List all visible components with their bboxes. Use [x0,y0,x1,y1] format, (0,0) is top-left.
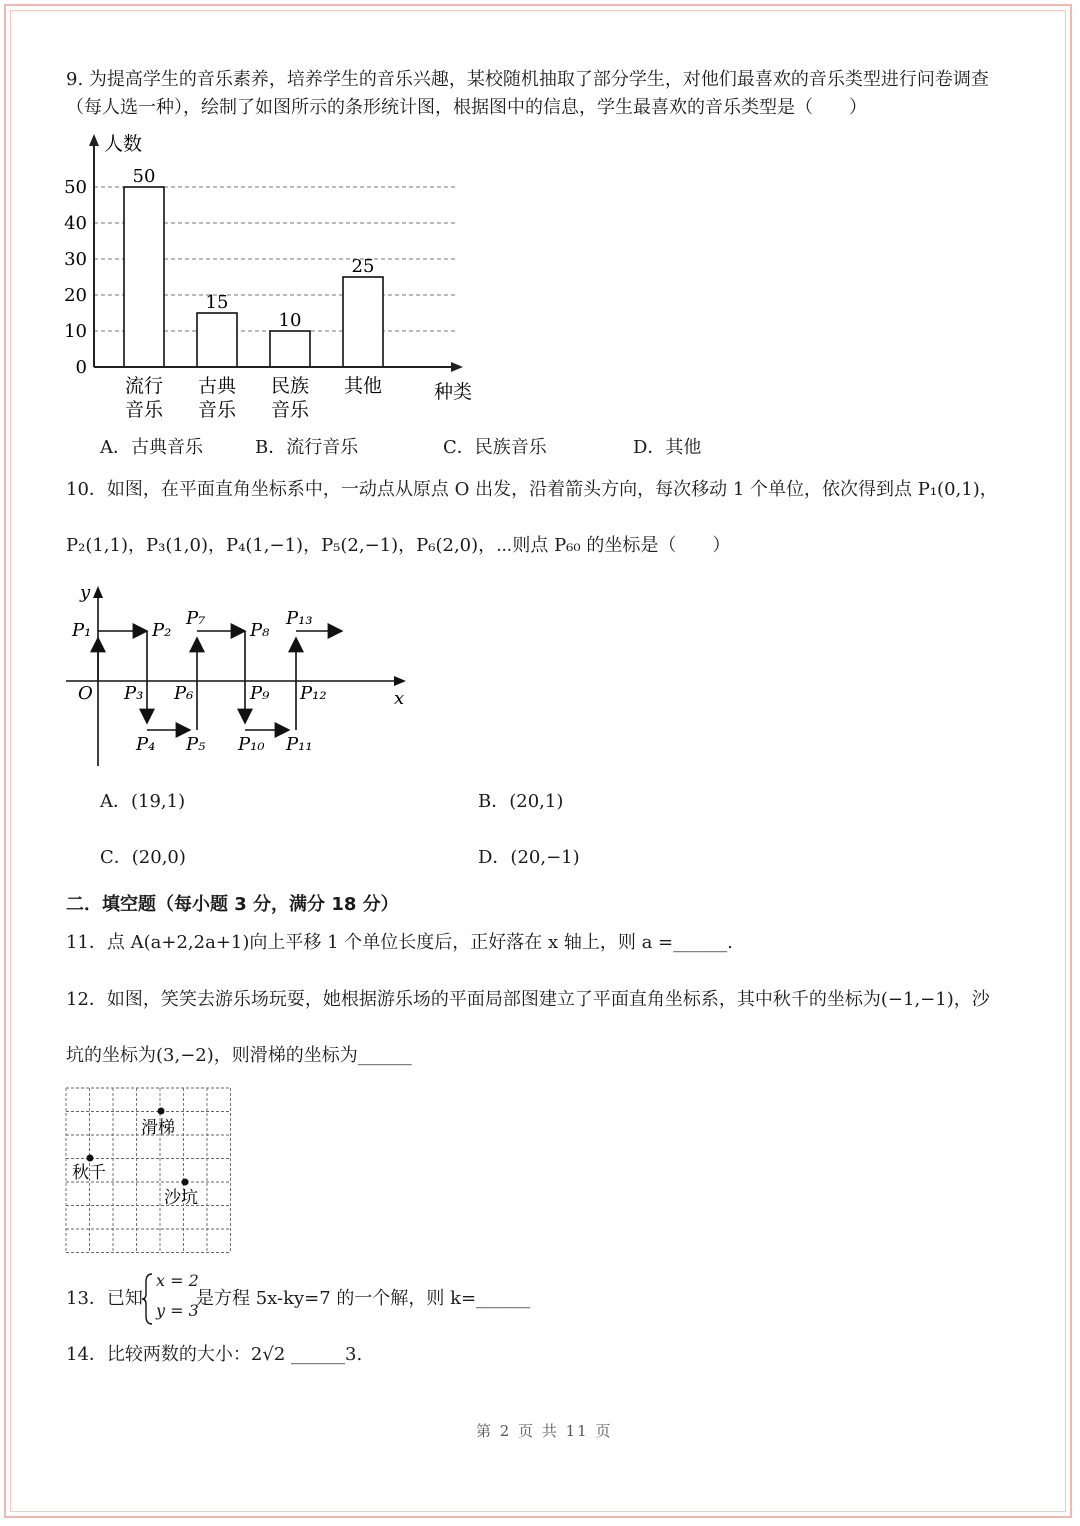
q10-point-label: P₂ [152,620,172,641]
sandpit-label: 沙坑 [164,1188,198,1208]
q14-text: 14．比较两数的大小：2√2 ______3. [66,1344,363,1365]
q10-point-label: P₁₂ [300,683,327,704]
chart-xcats [125,375,382,421]
q10-point-label: P₇ [186,608,206,629]
q9-line1: 9. 为提高学生的音乐素养，培养学生的音乐兴趣，某校随机抽取了部分学生，对他们最喜欢的音乐类型进行问卷调查 [66,69,989,90]
sandpit-dot [182,1179,189,1186]
y-tick-label: 20 [64,285,87,306]
bar-value-label: 15 [205,292,229,313]
chart-yticks [64,177,87,378]
q10-path-diagram [60,578,420,773]
q12-grid-map [64,1086,236,1256]
y-tick-label: 10 [64,321,87,342]
y-tick-label: 0 [75,357,87,378]
page-footer: 第 2 页 共 11 页 [476,1422,613,1440]
bar-value-label: 10 [278,310,302,331]
q12-line1: 12．如图，笑笑去游乐场玩耍，她根据游乐场的平面局部图建立了平面直角坐标系，其中秋千的坐标为(−1,−1)，沙 [66,989,990,1010]
x-category-label: 音乐 [124,399,164,421]
x-category-label: 流行 [124,375,164,397]
x-category-label: 音乐 [197,399,237,421]
y-tick-label: 30 [64,249,87,270]
q10-line2: P₂(1,1)，P₃(1,0)，P₄(1,−1)，P₅(2,−1)，P₆(2,0)，⋯则点 P₆₀ 的坐标是（ ） [66,535,731,556]
q10-y-label: y [80,582,91,603]
q10-point-label: P₁₃ [286,608,313,629]
q13-eq2: y = 3 [156,1301,199,1320]
q10-line1: 10．如图，在平面直角坐标系中，一动点从原点 O 出发，沿着箭头方向，每次移动 1 个单位，依次得到点 P₁(0,1)， [66,479,998,500]
bar [343,277,383,367]
section-title-fill-blank: 二．填空题（每小题 3 分，满分 18 分） [66,894,399,915]
swing-label: 秋千 [72,1163,106,1183]
q9-option-b[interactable]: B．流行音乐 [255,437,359,458]
y-axis-arrow-icon [89,134,99,146]
y-tick-label: 50 [64,177,87,198]
x-category-label: 民族 [270,375,310,397]
q10-point-label: P₉ [250,683,270,704]
chart-xlabel: 种类 [434,381,473,403]
bar [270,331,310,367]
q10-x-label: x [394,688,405,709]
swing-dot [87,1155,94,1162]
slide-label: 滑梯 [141,1118,175,1138]
x-category-label: 音乐 [270,399,310,421]
q10-point-label: P₃ [124,683,144,704]
q9-option-c[interactable]: C．民族音乐 [443,437,547,458]
x-category-label: 其他 [343,375,383,397]
q10-option-d[interactable]: D．(20,−1) [478,847,580,868]
q12-line2: 坑的坐标为(3,−2)，则滑梯的坐标为______ [66,1045,412,1066]
bar-value-label: 50 [132,166,156,187]
q13-eq1: x = 2 [156,1271,199,1290]
chart-ylabel: 人数 [104,133,143,155]
q11-text: 11．点 A(a+2,2a+1)向上平移 1 个单位长度后，正好落在 x 轴上，则 a =______. [66,932,733,953]
q10-x-axis-arrow-icon [394,676,406,686]
slide-dot [158,1108,165,1115]
q10-point-label: P₅ [186,734,206,755]
bar [197,313,237,367]
q9-option-a[interactable]: A．古典音乐 [100,437,203,458]
x-axis-arrow-icon [451,362,463,372]
y-tick-label: 40 [64,213,87,234]
q10-point-label: P₁₀ [238,734,265,755]
q10-point-label: P₈ [250,620,270,641]
q10-point-label: P₄ [136,734,156,755]
q10-point-label: P₆ [174,683,194,704]
q9-option-d[interactable]: D．其他 [633,437,702,458]
q9-bar-chart [60,130,480,430]
q10-option-a[interactable]: A．(19,1) [100,791,186,812]
q10-option-b[interactable]: B．(20,1) [478,791,564,812]
q10-point-label: P₁₁ [286,734,313,755]
bar-value-label: 25 [351,256,375,277]
chart-bars [124,166,383,367]
q13-prefix: 13．已知 [66,1288,143,1309]
q10-y-axis-arrow-icon [93,586,103,598]
x-category-label: 古典 [197,375,237,397]
q13-suffix: 是方程 5x-ky=7 的一个解，则 k=______ [196,1288,531,1309]
q10-origin-label: O [78,683,93,704]
q10-option-c[interactable]: C．(20,0) [100,847,186,868]
q10-point-label: P₁ [72,620,92,641]
q9-line2: （每人选一种），绘制了如图所示的条形统计图，根据图中的信息，学生最喜欢的音乐类型是（ ） [66,97,867,118]
q13-brace [142,1272,154,1326]
bar [124,187,164,367]
